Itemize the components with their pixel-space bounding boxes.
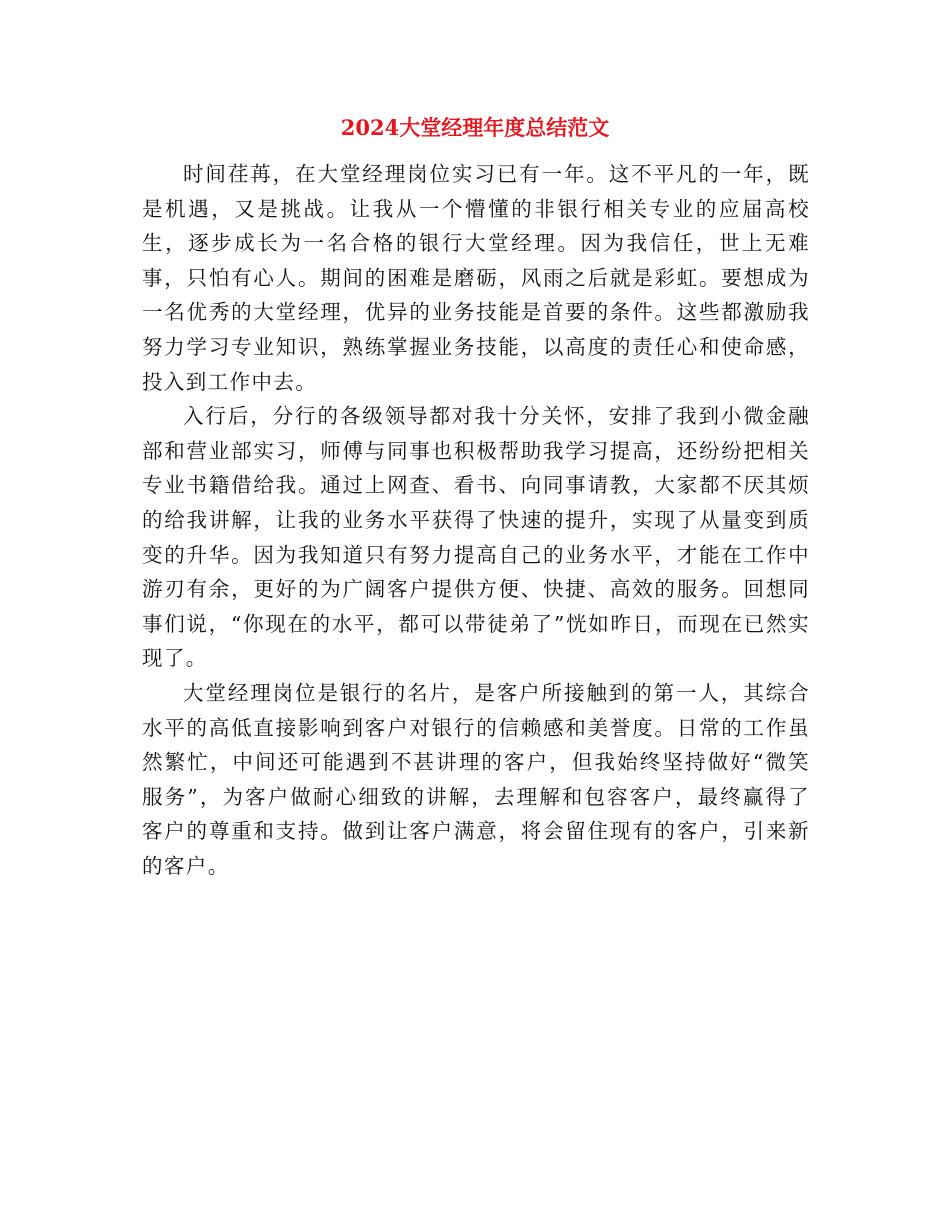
paragraph-3: 大堂经理岗位是银行的名片，是客户所接触到的第一人，其综合水平的高低直接影响到客户对银行的信赖感和美誉度。日常的工作虽然繁忙，中间还可能遇到不甚讲理的客户，但我始终坚持做好“微笑服务”，为客户做耐心细致的讲解，去理解和包容客户，最终赢得了客户的尊重和支持。做到让客户满意，将会留住现有的客户，引来新的客户。 — [142, 680, 810, 878]
document-body — [142, 157, 810, 883]
paragraph-2: 入行后，分行的各级领导都对我十分关怀，安排了我到小微金融部和营业部实习，师傅与同事也积极帮助我学习提高，还纷纷把相关专业书籍借给我。通过上网查、看书、向同事请教，大家都不厌其烦的给我讲解，让我的业务水平获得了快速的提升，实现了从量变到质变的升华。因为我知道只有努力提高自己的业务水平，才能在工作中游刃有余，更好的为广阔客户提供方便、快捷、高效的服务。回想同事们说，“你现在的水平，都可以带徒弟了”恍如昨日，而现在已然实现了。 — [142, 404, 810, 671]
document-title: 2024大堂经理年度总结范文 — [340, 115, 610, 140]
paragraph-1: 时间荏苒，在大堂经理岗位实习已有一年。这不平凡的一年，既是机遇，又是挑战。让我从一个懵懂的非银行相关专业的应届高校生，逐步成长为一名合格的银行大堂经理。因为我信任，世上无难事，只怕有心人。期间的困难是磨砺，风雨之后就是彩虹。要想成为一名优秀的大堂经理，优异的业务技能是首要的条件。这些都激励我努力学习专业知识，熟练掌握业务技能，以高度的责任心和使命感，投入到工作中去。 — [142, 162, 810, 394]
